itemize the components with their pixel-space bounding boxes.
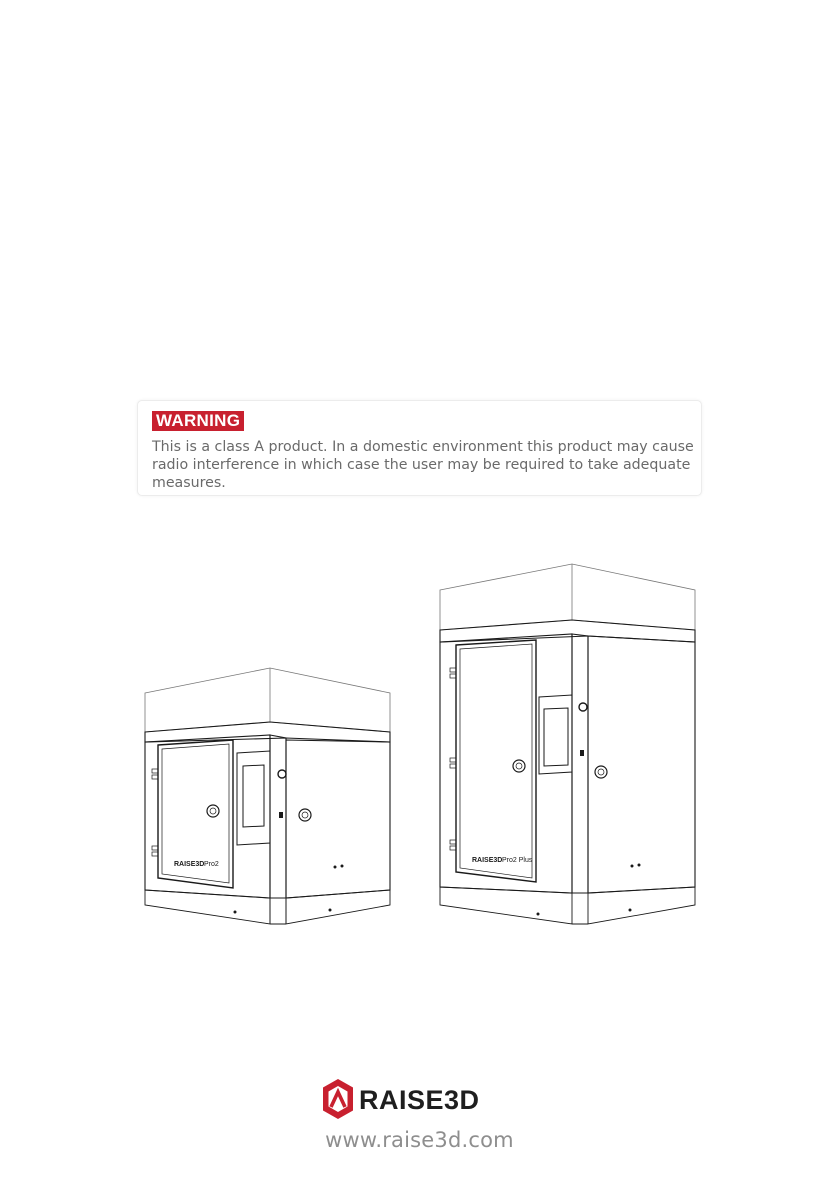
warning-box xyxy=(137,400,702,496)
website-url[interactable]: www.raise3d.com xyxy=(325,1128,514,1152)
logo-wordmark: RAISE3D xyxy=(359,1085,480,1115)
printers-svg xyxy=(140,560,710,930)
pro2-plus-printer xyxy=(440,564,695,924)
raise3d-emblem-icon xyxy=(323,1079,353,1119)
raise3d-logo xyxy=(318,1076,523,1126)
pro2-brand: RAISE3D xyxy=(174,861,205,868)
pro2-plus-model: Pro2 Plus xyxy=(502,857,533,864)
pro2-printer xyxy=(145,668,390,924)
printers-illustration xyxy=(140,560,710,930)
warning-text: This is a class A product. In a domestic environment this product may cause radio interference in which case the user may be required to take adequate measures. xyxy=(152,439,694,491)
raise3d-logo-svg xyxy=(318,1076,523,1126)
warning-label: WARNING xyxy=(152,411,244,431)
pro2-plus-brand: RAISE3D xyxy=(472,857,503,864)
pro2-model: Pro2 xyxy=(204,861,219,868)
